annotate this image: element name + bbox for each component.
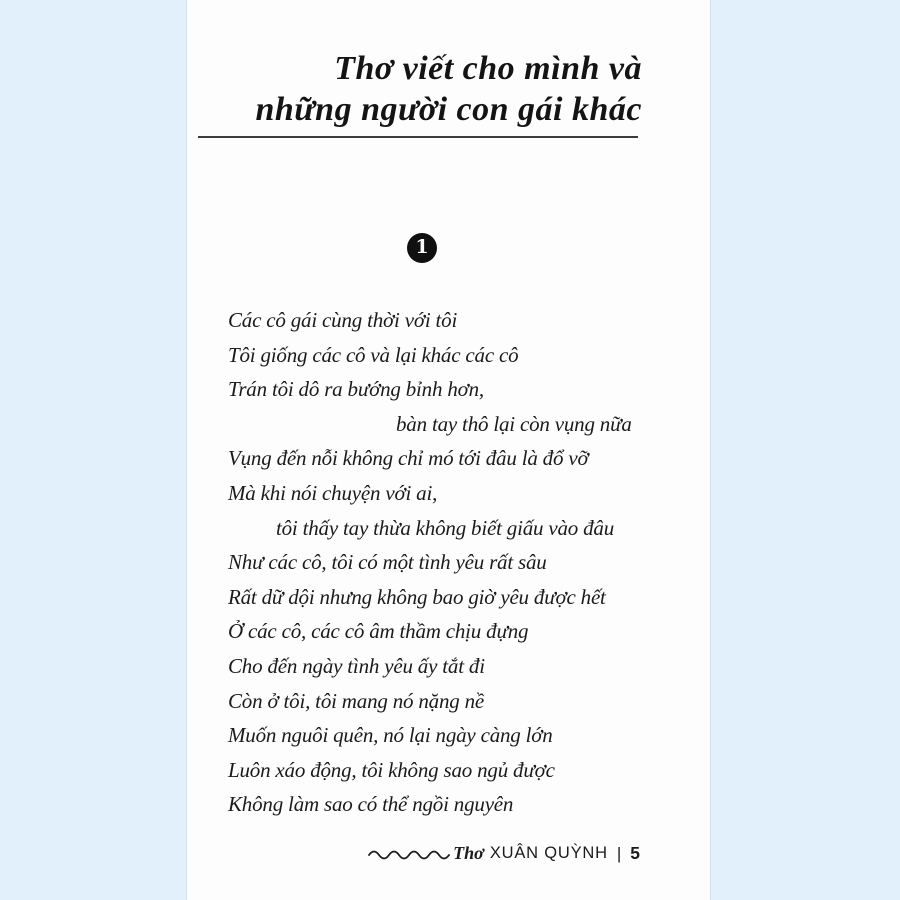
poem-line: Rất dữ dội nhưng không bao giờ yêu được hết (228, 584, 606, 609)
poem-line: tôi thấy tay thừa không biết giấu vào đâu (276, 515, 615, 540)
poem-line: Muốn nguôi quên, nó lại ngày càng lớn (228, 723, 553, 748)
poem-collection-title (255, 48, 642, 130)
page-footer (368, 843, 640, 864)
poem-line: Còn ở tôi, tôi mang nó nặng nề (228, 688, 485, 713)
poem-line: Các cô gái cùng thời với tôi (228, 308, 458, 332)
poem (228, 303, 673, 822)
book-page (187, 0, 710, 900)
section-number: 1 (415, 235, 429, 258)
title-underline (198, 136, 638, 138)
poem-line: Như các cô, tôi có một tình yêu rất sâu (228, 550, 547, 575)
title-line-2: những người con gái khác (255, 91, 642, 128)
title-line-1: Thơ viết cho mình và (334, 50, 642, 87)
poem-line: Không làm sao có thể ngồi nguyên (228, 792, 514, 817)
poem-line: bàn tay thô lại còn vụng nữa (396, 411, 632, 436)
footer-book-title: Thơ (453, 843, 484, 863)
poem-line: Luôn xáo động, tôi không sao ngủ được (228, 757, 555, 782)
poem-line: Ở các cô, các cô âm thầm chịu đựng (228, 619, 529, 644)
section-number-badge (407, 233, 437, 263)
poem-line: Tôi giống các cô và lại khác các cô (228, 342, 519, 367)
poem-line: Trán tôi dô ra bướng bỉnh hơn, (228, 377, 484, 402)
footer-book-author: XUÂN QUỲNH (489, 844, 608, 862)
poem-line: Vụng đến nỗi không chỉ mó tới đâu là đổ vỡ (228, 446, 589, 471)
poem-line: Mà khi nói chuyện với ai, (228, 480, 438, 505)
footer-separator: | (616, 843, 622, 863)
page-number: 5 (630, 843, 640, 863)
poem-line: Cho đến ngày tình yêu ấy tắt đi (228, 653, 485, 678)
squiggle-line-icon (368, 848, 452, 860)
